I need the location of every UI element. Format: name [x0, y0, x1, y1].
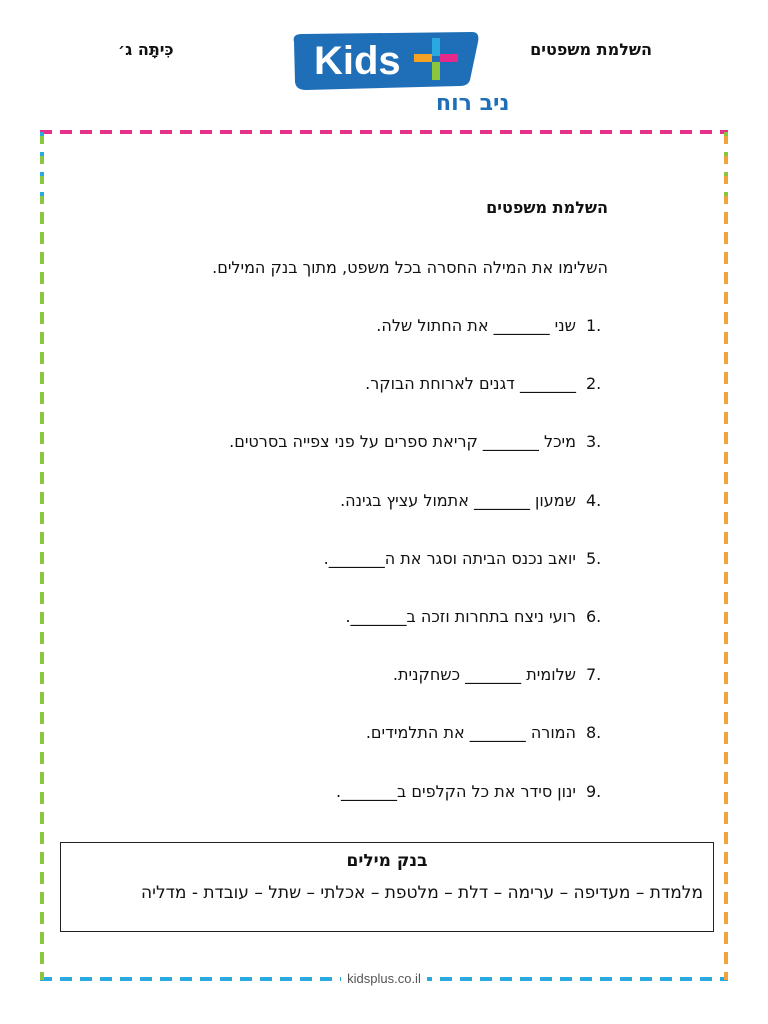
word-bank-words: מלמדת – מעדיפה – ערימה – דלת – מלטפת – אכלתי – שתל – עובדת - מדליה — [141, 883, 703, 903]
question-item — [88, 549, 608, 607]
word-bank-box — [60, 842, 714, 932]
grade-label: כִּיתָּה ג׳ — [118, 40, 174, 59]
question-item — [88, 374, 608, 432]
question-item — [88, 723, 608, 781]
worksheet-title: השלמת משפטים — [486, 198, 608, 217]
question-text: _______ דגנים לארוחת הבוקר. — [365, 374, 576, 394]
question-number: 8. — [586, 723, 602, 743]
word-bank-title: בנק מילים — [346, 851, 428, 871]
question-number: 7. — [586, 665, 602, 685]
question-number: 3. — [586, 432, 602, 452]
question-item — [88, 607, 608, 665]
question-text: המורה _______ את התלמידים. — [365, 723, 576, 743]
logo-subtitle: ניב רוח — [436, 91, 510, 116]
footer-url: kidsplus.co.il — [341, 971, 427, 986]
question-text: שלומית _______ כשחקנית. — [392, 665, 576, 685]
header-title: השלמת משפטים — [530, 40, 652, 59]
question-number: 4. — [586, 490, 602, 510]
question-list — [88, 316, 608, 840]
question-item — [88, 665, 608, 723]
question-number: 1. — [586, 316, 602, 335]
question-text: רועי ניצח בתחרות וזכה ב_______. — [345, 606, 576, 626]
kids-logo — [286, 30, 510, 116]
question-number: 5. — [586, 548, 602, 568]
question-item — [88, 491, 608, 549]
question-number: 9. — [586, 781, 602, 801]
footer — [0, 971, 768, 986]
question-number: 2. — [586, 374, 602, 394]
question-number: 6. — [586, 606, 602, 626]
question-item — [88, 316, 608, 374]
question-item — [88, 782, 608, 840]
question-text: יואב נכנס הביתה וסגר את ה_______. — [323, 548, 576, 568]
logo-word: Kids — [314, 39, 401, 83]
question-text: ינון סידר את כל הקלפים ב_______. — [335, 781, 576, 801]
question-text: שני _______ את החתול שלה. — [376, 316, 576, 335]
instructions: השלימו את המילה החסרה בכל משפט, מתוך בנק המילים. — [212, 258, 608, 277]
question-text: שמעון _______ אתמול עציץ בגינה. — [340, 490, 576, 510]
question-text: מיכל _______ קריאת ספרים על פני צפייה בסרטים. — [229, 432, 576, 452]
question-item — [88, 432, 608, 490]
